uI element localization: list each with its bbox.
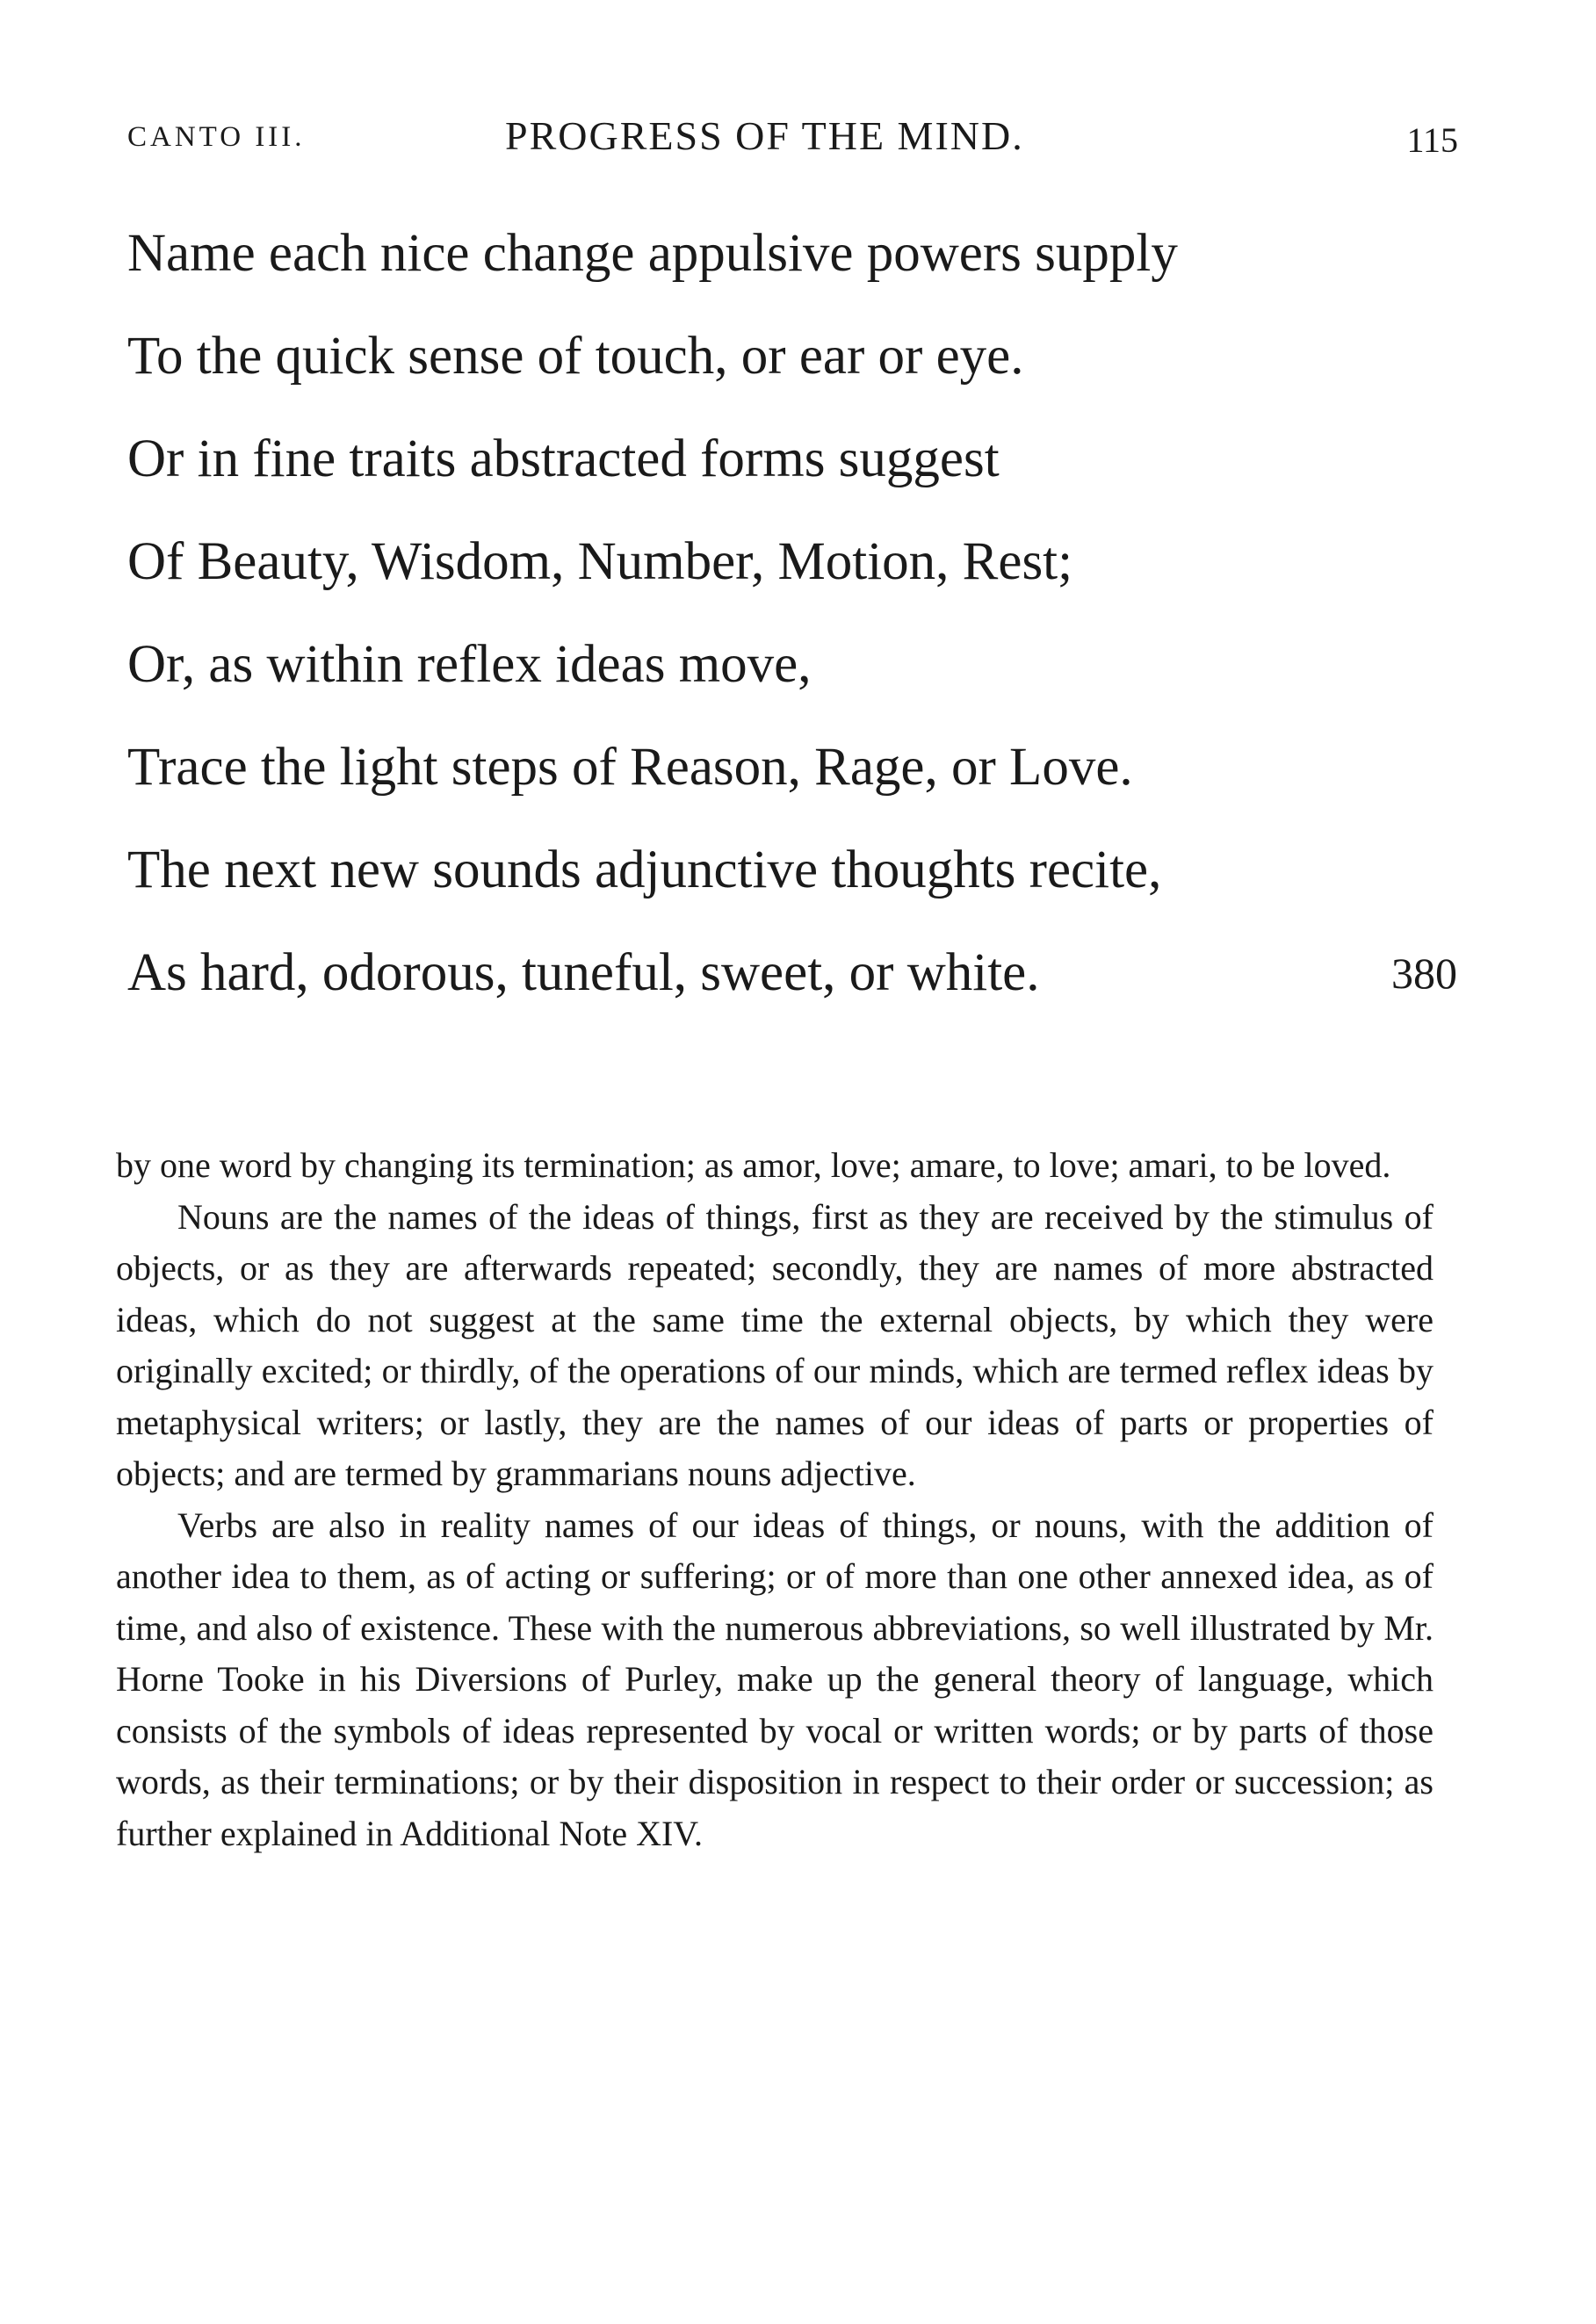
verse-line: Or, as within reflex ideas move, xyxy=(127,635,812,694)
canto-label: CANTO III. xyxy=(127,121,306,153)
footnote-paragraph: Nouns are the names of the ideas of things, first as they are received by the stimulus of objects, or as they are afterwards repeated; secondly, they are names of more abstracted ideas, which do not suggest at the same time the external objects, by which they were originally excited; or thirdly, of the operations of our minds, which are termed reflex ideas by metaphysical writers; or lastly, they are the names of our ideas of parts or properties of objects; and are termed by grammarians nouns adjective. xyxy=(116,1196,1434,1493)
verse-line: Of Beauty, Wisdom, Number, Motion, Rest; xyxy=(127,532,1073,591)
verse-line-last xyxy=(127,937,1457,1040)
verse-line: Name each nice change appulsive powers supply xyxy=(127,224,1178,283)
footnote-paragraph: by one word by changing its termination; as amor, love; amare, to love; amari, to be loved. xyxy=(116,1145,1391,1185)
verse-line-text: As hard, odorous, tuneful, sweet, or white. xyxy=(127,943,1040,1002)
verse-line-number: 380 xyxy=(1391,949,1457,998)
verse-line: To the quick sense of touch, or ear or eye. xyxy=(127,327,1024,386)
page-number: 115 xyxy=(1406,120,1458,160)
running-title: PROGRESS OF THE MIND. xyxy=(505,113,1024,158)
verse-line: The next new sounds adjunctive thoughts recite, xyxy=(127,841,1162,899)
verse-line: Trace the light steps of Reason, Rage, or Love. xyxy=(127,738,1133,797)
footnote-block xyxy=(116,1140,1434,1859)
verse-line: Or in fine traits abstracted forms suggest xyxy=(127,429,1000,488)
footnote-paragraph: Verbs are also in reality names of our ideas of things, or nouns, with the addition of another idea to them, as of acting or suffering; or of more than one other annexed idea, as of time, and also of existence. These with the numerous abbreviations, so well illustrated by Mr. Horne Tooke in his Diversions of Purley, make up the general theory of language, which consists of the symbols of ideas represented by vocal or written words; or by parts of those words, as their terminations; or by their disposition in respect to their order or succession; as further explained in Additional Note XIV. xyxy=(116,1505,1434,1853)
verse-block xyxy=(127,218,1457,1040)
running-header xyxy=(127,112,1458,165)
